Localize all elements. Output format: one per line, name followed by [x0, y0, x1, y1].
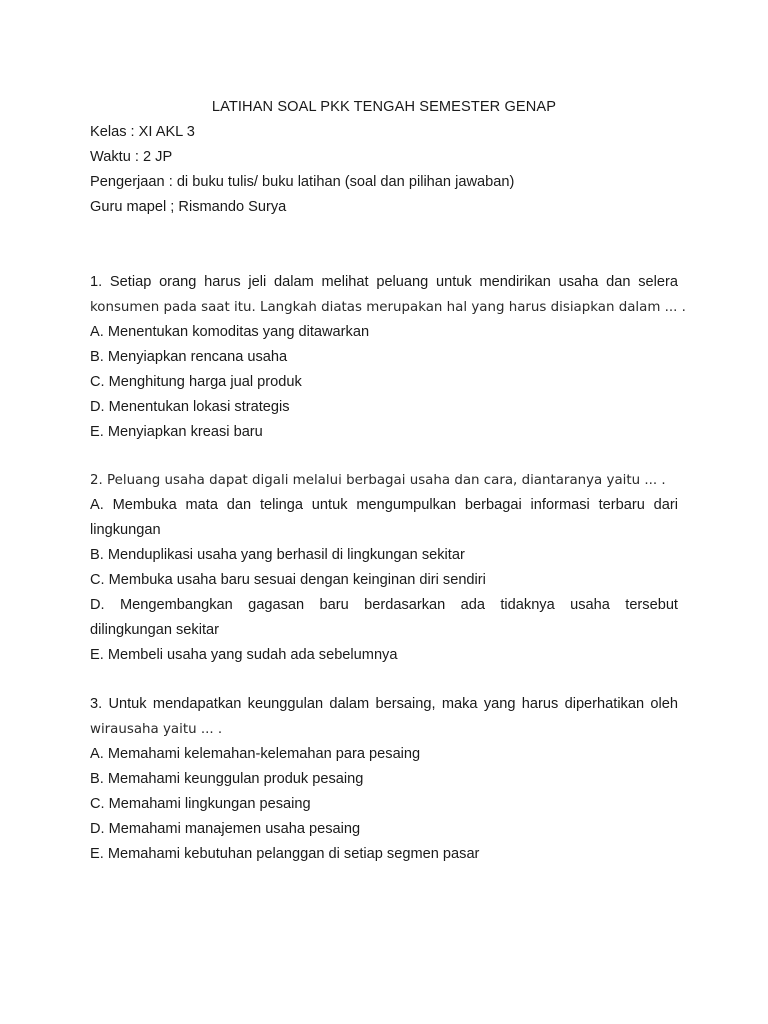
option-e: E. Memahami kebutuhan pelanggan di setiap segmen pasar	[90, 846, 480, 862]
question-stem: 3. Untuk mendapatkan keunggulan dalam bersaing, maka yang harus diperhatikan oleh	[90, 696, 678, 712]
time-info: Waktu : 2 JP	[90, 149, 173, 165]
option-b: B. Memahami keunggulan produk pesaing	[90, 771, 364, 787]
teacher-info: Guru mapel ; Rismando Surya	[90, 199, 287, 215]
option-a: A. Menentukan komoditas yang ditawarkan	[90, 324, 370, 340]
option-b: B. Menyiapkan rencana usaha	[90, 349, 288, 365]
option-e: E. Membeli usaha yang sudah ada sebelumnya	[90, 647, 398, 663]
option-a: A. Membuka mata dan telinga untuk mengumpulkan berbagai informasi terbaru dari	[90, 497, 678, 513]
page-title: LATIHAN SOAL PKK TENGAH SEMESTER GENAP	[211, 99, 557, 115]
exam-header	[90, 120, 678, 220]
option-d-continued: dilingkungan sekitar	[90, 622, 219, 638]
option-d: D. Menentukan lokasi strategis	[90, 399, 290, 415]
option-d: D. Memahami manajemen usaha pesaing	[90, 821, 361, 837]
question-stem: wirausaha yaitu ... .	[90, 722, 223, 737]
option-a-continued: lingkungan	[90, 522, 161, 538]
option-b: B. Menduplikasi usaha yang berhasil di lingkungan sekitar	[90, 547, 465, 563]
option-c: C. Menghitung harga jual produk	[90, 374, 302, 390]
question-stem: 1. Setiap orang harus jeli dalam melihat peluang untuk mendirikan usaha dan selera	[90, 274, 678, 290]
question-stem: konsumen pada saat itu. Langkah diatas merupakan hal yang harus disiapkan dalam ... .	[90, 300, 686, 315]
option-a: A. Memahami kelemahan-kelemahan para pesaing	[90, 746, 421, 762]
option-c: C. Memahami lingkungan pesaing	[90, 796, 311, 812]
option-c: C. Membuka usaha baru sesuai dengan keinginan diri sendiri	[90, 572, 486, 588]
question-1	[90, 270, 686, 445]
option-d: D. Mengembangkan gagasan baru berdasarkan ada tidaknya usaha tersebut	[90, 597, 678, 613]
option-e: E. Menyiapkan kreasi baru	[90, 424, 263, 440]
question-2	[90, 468, 678, 668]
class-info: Kelas : XI AKL 3	[90, 124, 195, 140]
instructions-info: Pengerjaan : di buku tulis/ buku latihan (soal dan pilihan jawaban)	[90, 174, 515, 190]
question-3	[90, 692, 678, 867]
question-stem: 2. Peluang usaha dapat digali melalui berbagai usaha dan cara, diantaranya yaitu ... .	[90, 473, 666, 488]
